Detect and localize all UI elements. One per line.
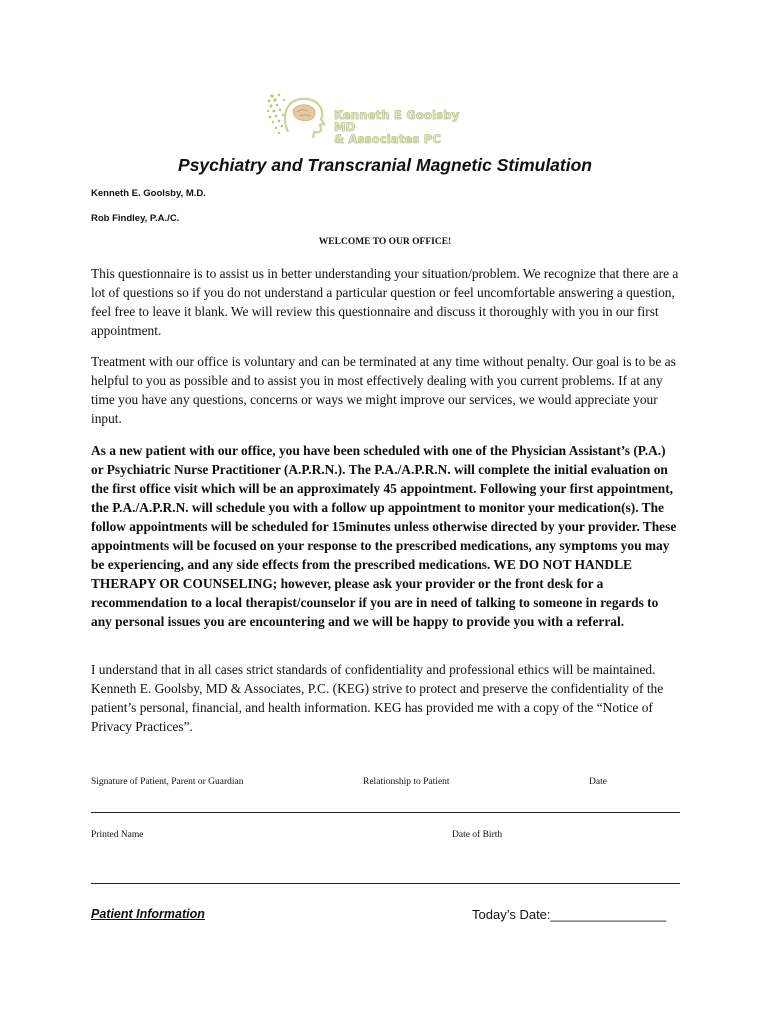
printed-name-line[interactable] xyxy=(91,883,680,884)
signature-label: Signature of Patient, Parent or Guardian xyxy=(91,777,244,787)
new-patient-paragraph: As a new patient with our office, you have been scheduled with one of the Physician Assistant’s (P.A.) or Psychiatric Nurse Practitioner (A.P.R.N.). The P.A./A.P.R.N. will complete the initial evaluation on the first office visit which will be an approximately 45 appointment. Following your first appointment, the P.A./A.P.R.N. will schedule you with a follow up appointment to monitor your medication(s). The follow appointments will be scheduled for 15minutes unless otherwise directed by your provider. These appointments will be focused on your response to the prescribed medications, any symptoms you may be experiencing, and any side effects from the prescribed medications. WE DO NOT HANDLE THERAPY OR COUNSELING; however, please ask your provider or the front desk for a recommendation to a local therapist/counselor if you are in need of talking to someone in regards to any personal issues you are encountering and we will be happy to provide you with a referral. xyxy=(91,443,677,629)
provider-name-2: Rob Findley, P.A./C. xyxy=(91,213,180,224)
logo-text xyxy=(334,109,476,145)
intro-paragraph: This questionnaire is to assist us in better understanding your situation/problem. We recognize that there are a lot of questions so if you do not understand a particular question or feel uncomfortable answering a question, feel free to leave it blank. We will review this questionnaire and discuss it thoroughly with you in our first appointment. xyxy=(91,266,679,338)
welcome-heading: WELCOME TO OUR OFFICE! xyxy=(318,237,452,247)
logo-line-1: Kenneth E Goolsby MD xyxy=(334,108,460,134)
relationship-label: Relationship to Patient xyxy=(363,777,450,787)
brain-head-profile-icon xyxy=(266,92,332,140)
printed-name-label: Printed Name xyxy=(91,830,144,840)
todays-date-field[interactable]: Today’s Date:________________ xyxy=(472,907,667,922)
date-of-birth-label: Date of Birth xyxy=(452,830,503,840)
voluntary-treatment-paragraph: Treatment with our office is voluntary and can be terminated at any time without penalty. Our goal is to be as helpful to you as possible and to assist you in most effectively dealing with you current problems. If at any time you have any questions, concerns or ways we might improve our services, we would appreciate your input. xyxy=(91,354,676,426)
date-label: Date xyxy=(589,777,607,787)
signature-line[interactable] xyxy=(91,812,680,813)
patient-information-heading: Patient Information xyxy=(91,907,205,921)
confidentiality-paragraph: I understand that in all cases strict standards of confidentiality and professional ethics will be maintained. Kenneth E. Goolsby, MD & Associates, P.C. (KEG) strive to protect and preserve the confidentiality of the patient’s personal, financial, and health information. KEG has provided me with a copy of the “Notice of Privacy Practices”. xyxy=(91,662,664,734)
practice-logo xyxy=(266,92,476,146)
document-title: Psychiatry and Transcranial Magnetic Stimulation xyxy=(178,155,592,175)
logo-line-2: & Associates PC xyxy=(334,132,442,146)
provider-name-1: Kenneth E. Goolsby, M.D. xyxy=(91,188,206,199)
